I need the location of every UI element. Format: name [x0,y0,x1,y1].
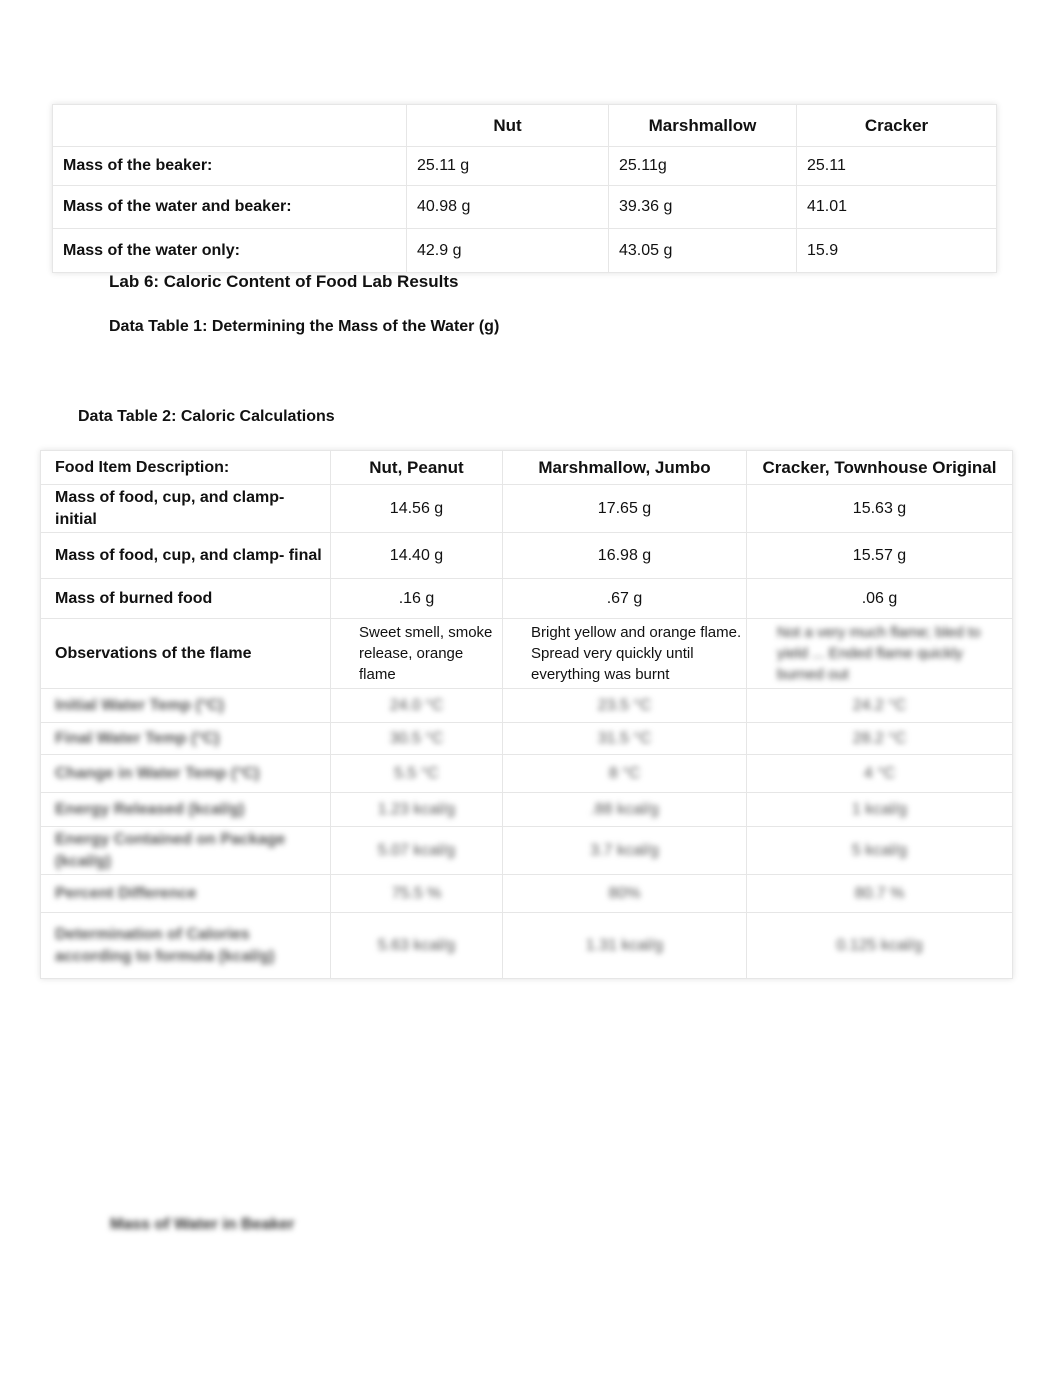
table-row [41,793,1013,827]
cell-value: 80% [503,875,747,913]
row-label: Mass of food, cup, and clamp- initial [41,485,331,533]
cell-value: 3.7 kcal/g [503,827,747,875]
cell-value: 14.56 g [331,485,503,533]
row-label: Mass of the water and beaker: [53,186,407,229]
table-row [41,875,1013,913]
row-label: Energy Contained on Package (kcal/g) [41,827,331,875]
row-label: Percent Difference [41,875,331,913]
cell-value: 15.63 g [747,485,1013,533]
table-row [41,755,1013,793]
table-row [41,913,1013,979]
table-row [41,619,1013,689]
cell-observation: Bright yellow and orange flame. Spread very quickly until everything was burnt [503,619,747,689]
row-label: Energy Released (kcal/g) [41,793,331,827]
lab-title: Lab 6: Caloric Content of Food Lab Results [109,272,459,291]
header-cell [53,105,407,147]
cell-value: 1 kcal/g [747,793,1013,827]
cell-value: 1.23 kcal/g [331,793,503,827]
header-cell-marshmallow: Marshmallow, Jumbo [503,451,747,485]
table2-caption: Data Table 2: Caloric Calculations [78,408,335,425]
cell-value: 14.40 g [331,533,503,579]
cell-value: 80.7 % [747,875,1013,913]
cell-value: .06 g [747,579,1013,619]
blurred-footer-caption: Mass of Water in Beaker [110,1216,295,1233]
table-row [41,485,1013,533]
cell-value: 24.2 °C [747,689,1013,723]
cell-observation: Sweet smell, smoke release, orange flame [331,619,503,689]
cell-value: 42.9 g [407,229,609,273]
row-label: Mass of burned food [41,579,331,619]
cell-value: 43.05 g [609,229,797,273]
cell-value: .16 g [331,579,503,619]
table-row [53,147,997,186]
cell-value: 15.9 [797,229,997,273]
table-row [53,186,997,229]
row-label: Initial Water Temp (°C) [41,689,331,723]
row-label: Observations of the flame [41,619,331,689]
cell-value: 31.5 °C [503,723,747,755]
table-row [41,827,1013,875]
cell-value: 17.65 g [503,485,747,533]
table-row [41,533,1013,579]
row-label: Mass of the water only: [53,229,407,273]
header-cell-description: Food Item Description: [41,451,331,485]
blurred-rows [41,689,1013,979]
header-cell-nut: Nut [407,105,609,147]
cell-value: 41.01 [797,186,997,229]
cell-observation: Not a very much flame; bled to yield ... Ended flame quickly burned out [747,619,1013,689]
row-label: Mass of the beaker: [53,147,407,186]
cell-value: 5 kcal/g [747,827,1013,875]
cell-value: 16.98 g [503,533,747,579]
cell-value: 25.11g [609,147,797,186]
header-cell-marshmallow: Marshmallow [609,105,797,147]
cell-value: .67 g [503,579,747,619]
caloric-calculations-table [40,450,1013,979]
table-header-row [53,105,997,147]
water-mass-table [52,104,997,273]
header-cell-cracker: Cracker [797,105,997,147]
table-row [53,229,997,273]
header-cell-peanut: Nut, Peanut [331,451,503,485]
cell-value: .88 kcal/g [503,793,747,827]
cell-value: 39.36 g [609,186,797,229]
cell-value: 30.5 °C [331,723,503,755]
cell-value: 75.5 % [331,875,503,913]
cell-value: 24.0 °C [331,689,503,723]
cell-value: 8 °C [503,755,747,793]
cell-value: 5.63 kcal/g [331,913,503,979]
cell-value: 25.11 [797,147,997,186]
cell-value: 4 °C [747,755,1013,793]
table1-caption: Data Table 1: Determining the Mass of the Water (g) [109,318,500,335]
table-header-row [41,451,1013,485]
row-label: Mass of food, cup, and clamp- final [41,533,331,579]
cell-value: 25.11 g [407,147,609,186]
row-label: Final Water Temp (°C) [41,723,331,755]
cell-value: 0.125 kcal/g [747,913,1013,979]
header-cell-cracker: Cracker, Townhouse Original [747,451,1013,485]
row-label: Change in Water Temp (°C) [41,755,331,793]
cell-value: 23.5 °C [503,689,747,723]
cell-value: 5.07 kcal/g [331,827,503,875]
cell-value: 5.5 °C [331,755,503,793]
table-row [41,689,1013,723]
cell-value: 15.57 g [747,533,1013,579]
cell-value: 40.98 g [407,186,609,229]
table-row [41,579,1013,619]
cell-value: 28.2 °C [747,723,1013,755]
row-label: Determination of Calories according to formula (kcal/g) [41,913,331,979]
table-row [41,723,1013,755]
cell-value: 1.31 kcal/g [503,913,747,979]
